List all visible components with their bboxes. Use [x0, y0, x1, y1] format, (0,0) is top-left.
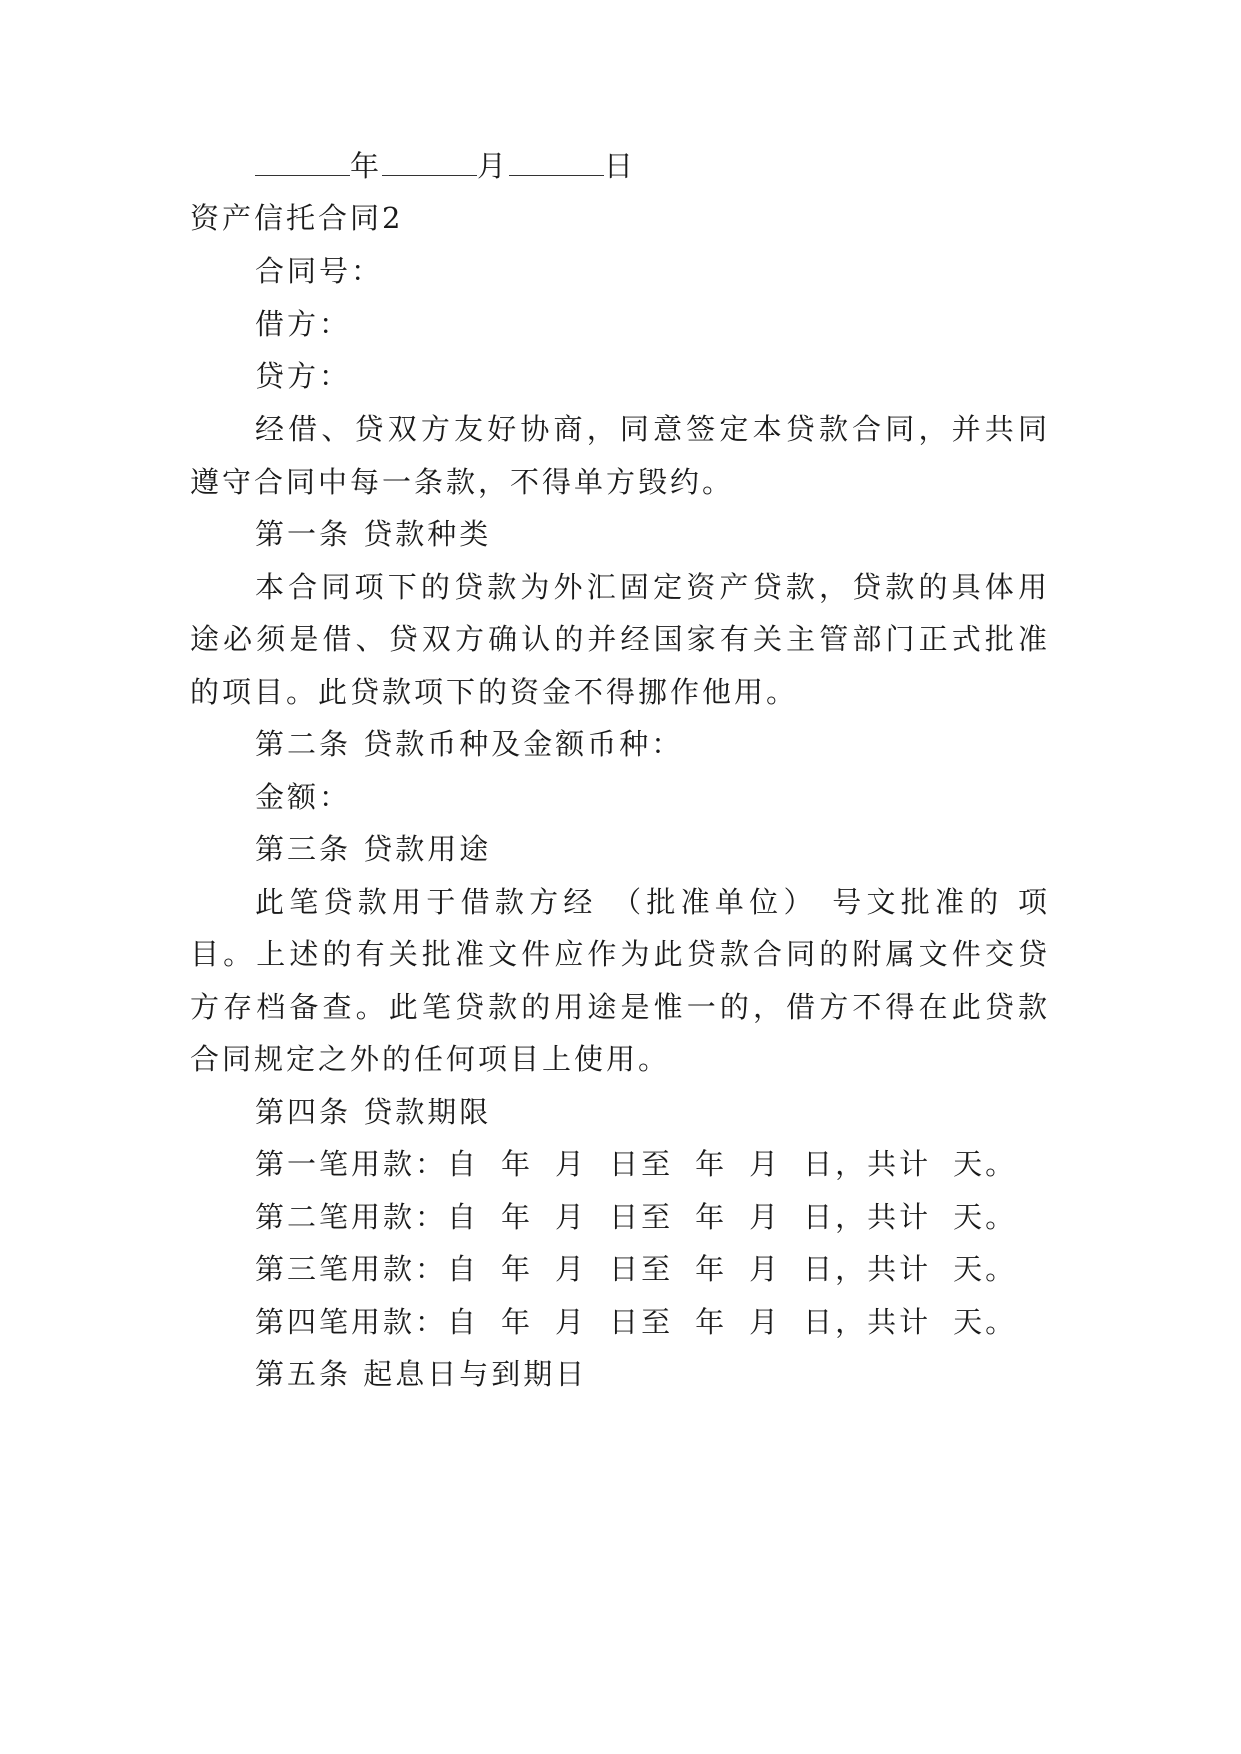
- drawdown-row: 第三笔用款：自 年 月 日至 年 月 日，共计 天。: [255, 1252, 1018, 1286]
- drawdown-row: 第二笔用款：自 年 月 日至 年 月 日，共计 天。: [255, 1200, 1018, 1234]
- article-1-line-1: 本合同项下的贷款为外汇固定资产贷款，贷款的具体用: [255, 570, 1050, 604]
- article-3-line-3: 方存档备查。此笔贷款的用途是惟一的，借方不得在此贷款: [190, 990, 1050, 1024]
- day-label: 日: [604, 149, 637, 183]
- year-label: 年: [350, 149, 383, 183]
- drawdown-row: 第一笔用款：自 年 月 日至 年 月 日，共计 天。: [255, 1147, 1018, 1181]
- month-blank: [382, 147, 477, 176]
- article-3-heading: 第三条 贷款用途: [255, 832, 492, 866]
- document-title: 资产信托合同2: [190, 201, 404, 235]
- article-4-heading: 第四条 贷款期限: [255, 1095, 492, 1129]
- month-label: 月: [477, 149, 510, 183]
- borrower-field: 借方：: [255, 307, 352, 341]
- contract-number-field: 合同号：: [255, 254, 384, 288]
- article-2-heading: 第二条 贷款币种及金额币种：: [255, 727, 684, 761]
- preamble-line-2: 遵守合同中每一条款，不得单方毁约。: [190, 465, 735, 499]
- lender-field: 贷方：: [255, 359, 352, 393]
- drawdown-row: 第四笔用款：自 年 月 日至 年 月 日，共计 天。: [255, 1305, 1018, 1339]
- day-blank: [509, 147, 604, 176]
- article-2-amount: 金额：: [255, 780, 352, 814]
- drawdown-label: 第三笔用款：: [255, 1252, 448, 1286]
- drawdown-label: 第四笔用款：: [255, 1305, 448, 1339]
- article-1-heading: 第一条 贷款种类: [255, 517, 492, 551]
- drawdown-label: 第二笔用款：: [255, 1200, 448, 1234]
- article-1-line-3: 的项目。此贷款项下的资金不得挪作他用。: [190, 675, 799, 709]
- drawdown-label: 第一笔用款：: [255, 1147, 448, 1181]
- year-blank: [255, 147, 350, 176]
- article-3-line-1: 此笔贷款用于借款方经 （批准单位） 号文批准的 项: [255, 885, 1050, 919]
- article-1-line-2: 途必须是借、贷双方确认的并经国家有关主管部门正式批准: [190, 622, 1050, 656]
- article-5-heading: 第五条 起息日与到期日: [255, 1357, 588, 1391]
- article-3-line-4: 合同规定之外的任何项目上使用。: [190, 1042, 671, 1076]
- preamble-line-1: 经借、贷双方友好协商，同意签定本贷款合同，并共同: [255, 412, 1050, 446]
- date-line: [255, 146, 1135, 186]
- article-3-line-2: 目。上述的有关批准文件应作为此贷款合同的附属文件交贷: [190, 937, 1050, 971]
